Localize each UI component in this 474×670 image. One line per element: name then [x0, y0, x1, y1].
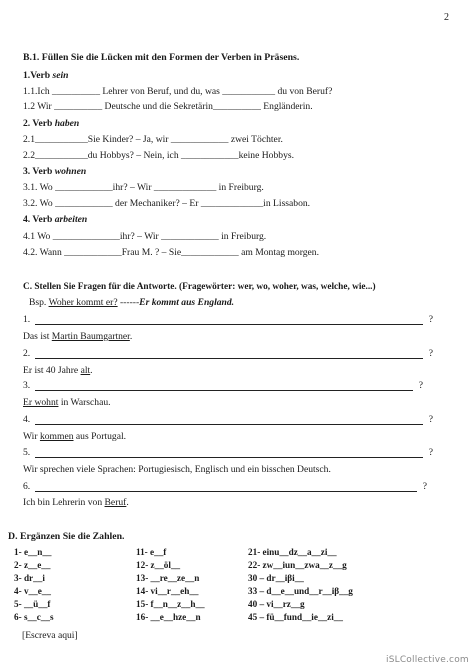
answer-2: Er ist 40 Jahre alt. [23, 365, 93, 376]
question-line-1[interactable] [23, 314, 433, 326]
exercise-line-2-1: 2.1___________Sie Kinder? – Ja, wir ____________ zwei Töchter. [23, 134, 283, 145]
example-question: Woher kommt er? [48, 297, 118, 308]
example-line [29, 297, 234, 309]
answer-6: Ich bin Lehrerin von Beruf. [23, 497, 129, 508]
example-prefix: Bsp. [29, 297, 49, 308]
question-mark: ? [422, 481, 427, 492]
section-b1-title: B.1. Füllen Sie die Lücken mit den Formen der Verben in Präsens. [23, 52, 300, 63]
number-item: 21- einu__dz__a__zi__ [248, 547, 337, 557]
answer-5: Wir sprechen viele Sprachen: Portugiesisch, Englisch und ein bisschen Deutsch. [23, 464, 331, 475]
question-line-5[interactable] [23, 447, 433, 459]
underlined-answer: kommen [39, 431, 74, 442]
question-number: 5. [23, 447, 31, 458]
question-mark: ? [428, 348, 433, 359]
verb2-label: 2. Verb [23, 118, 55, 129]
answer-4: Wir kommen aus Portugal. [23, 431, 127, 442]
exercise-line-4-1: 4.1 Wo ______________ihr? – Wir ____________ in Freiburg. [23, 231, 267, 242]
number-item: 13- __re__ze__n [136, 573, 200, 583]
number-item: 14- vi__r__eh__ [136, 586, 199, 596]
number-item: 33 – d__e__und__r__iβ__g [248, 586, 353, 596]
question-number: 4. [23, 414, 31, 425]
verb4-heading [23, 214, 87, 225]
page-number: 2 [444, 12, 449, 23]
answer-3: Er wohnt in Warschau. [23, 397, 111, 408]
verb1-heading [23, 70, 69, 81]
exercise-line-3-1: 3.1. Wo ____________ihr? – Wir _____________ in Freiburg. [23, 182, 264, 193]
section-c-title: C. Stellen Sie Fragen für die Antworte. (Fragewörter: wer, wo, woher, was, welche, wie...) [23, 282, 376, 292]
number-item: 30 – dr__iβi__ [248, 573, 304, 583]
exercise-line-2-2: 2.2___________du Hobbys? – Nein, ich ____________keine Hobbys. [23, 150, 294, 161]
number-item: 12- z__öl__ [136, 560, 181, 570]
question-number: 6. [23, 481, 31, 492]
exercise-line-4-2: 4.2. Wann ____________Frau M. ? – Sie____________ am Montag morgen. [23, 247, 319, 258]
number-item: 2- z__e__ [14, 560, 51, 570]
number-item: 1- e__n__ [14, 547, 52, 557]
example-dashes: ------ [117, 297, 140, 308]
question-line-6[interactable] [23, 481, 427, 493]
question-line-2[interactable] [23, 348, 433, 360]
number-item: 16- __e__hze__n [136, 612, 201, 622]
verb1-label: 1.Verb [23, 70, 53, 81]
exercise-line-1-2: 1.2 Wir __________ Deutsche und die Sekretärin__________ Engländerin. [23, 101, 313, 112]
section-d-title: D. Ergänzen Sie die Zahlen. [8, 531, 125, 542]
answer-note: [Escreva aqui] [22, 630, 78, 641]
number-item: 5- __ü__f [14, 599, 51, 609]
exercise-line-1-1: 1.1.Ich __________ Lehrer von Beruf, und du, was ___________ du von Beruf? [23, 86, 333, 97]
number-item: 11- e__f [136, 547, 167, 557]
answer-1: Das ist Martin Baumgartner. [23, 331, 133, 342]
verb3-heading [23, 166, 86, 177]
question-line-3[interactable] [23, 380, 423, 392]
exercise-line-3-2: 3.2. Wo ____________ der Mechaniker? – Er _____________in Lissabon. [23, 198, 311, 209]
question-number: 3. [23, 380, 31, 391]
question-mark: ? [418, 380, 423, 391]
question-mark: ? [428, 414, 433, 425]
number-item: 15- f__n__z__h__ [136, 599, 205, 609]
question-mark: ? [428, 314, 433, 325]
question-number: 2. [23, 348, 31, 359]
number-item: 4- v__e__ [14, 586, 51, 596]
verb4-verb: arbeiten [54, 214, 88, 225]
number-item: 45 – fü__fund__ie__zi__ [248, 612, 343, 622]
number-item: 40 – vi__rz__g [248, 599, 305, 609]
verb2-heading [23, 118, 79, 129]
example-answer: Er kommt aus England. [139, 297, 235, 308]
verb2-verb: haben [54, 118, 80, 129]
underlined-answer: Martin Baumgartner [51, 331, 130, 342]
underlined-answer: Er wohnt [23, 397, 59, 408]
verb3-verb: wohnen [54, 166, 87, 177]
verb4-label: 4. Verb [23, 214, 55, 225]
number-item: 6- s__c__s [14, 612, 54, 622]
question-mark: ? [428, 447, 433, 458]
verb3-label: 3. Verb [23, 166, 55, 177]
underlined-answer: alt [80, 365, 91, 376]
number-item: 3- dr__i [14, 573, 45, 583]
number-item: 22- zw__iun__zwa__z__g [248, 560, 347, 570]
question-number: 1. [23, 314, 31, 325]
question-line-4[interactable] [23, 414, 433, 426]
underlined-answer: Beruf [104, 497, 127, 508]
verb1-verb: sein [52, 70, 69, 81]
footer-watermark: iSLCollective.com [386, 655, 469, 665]
